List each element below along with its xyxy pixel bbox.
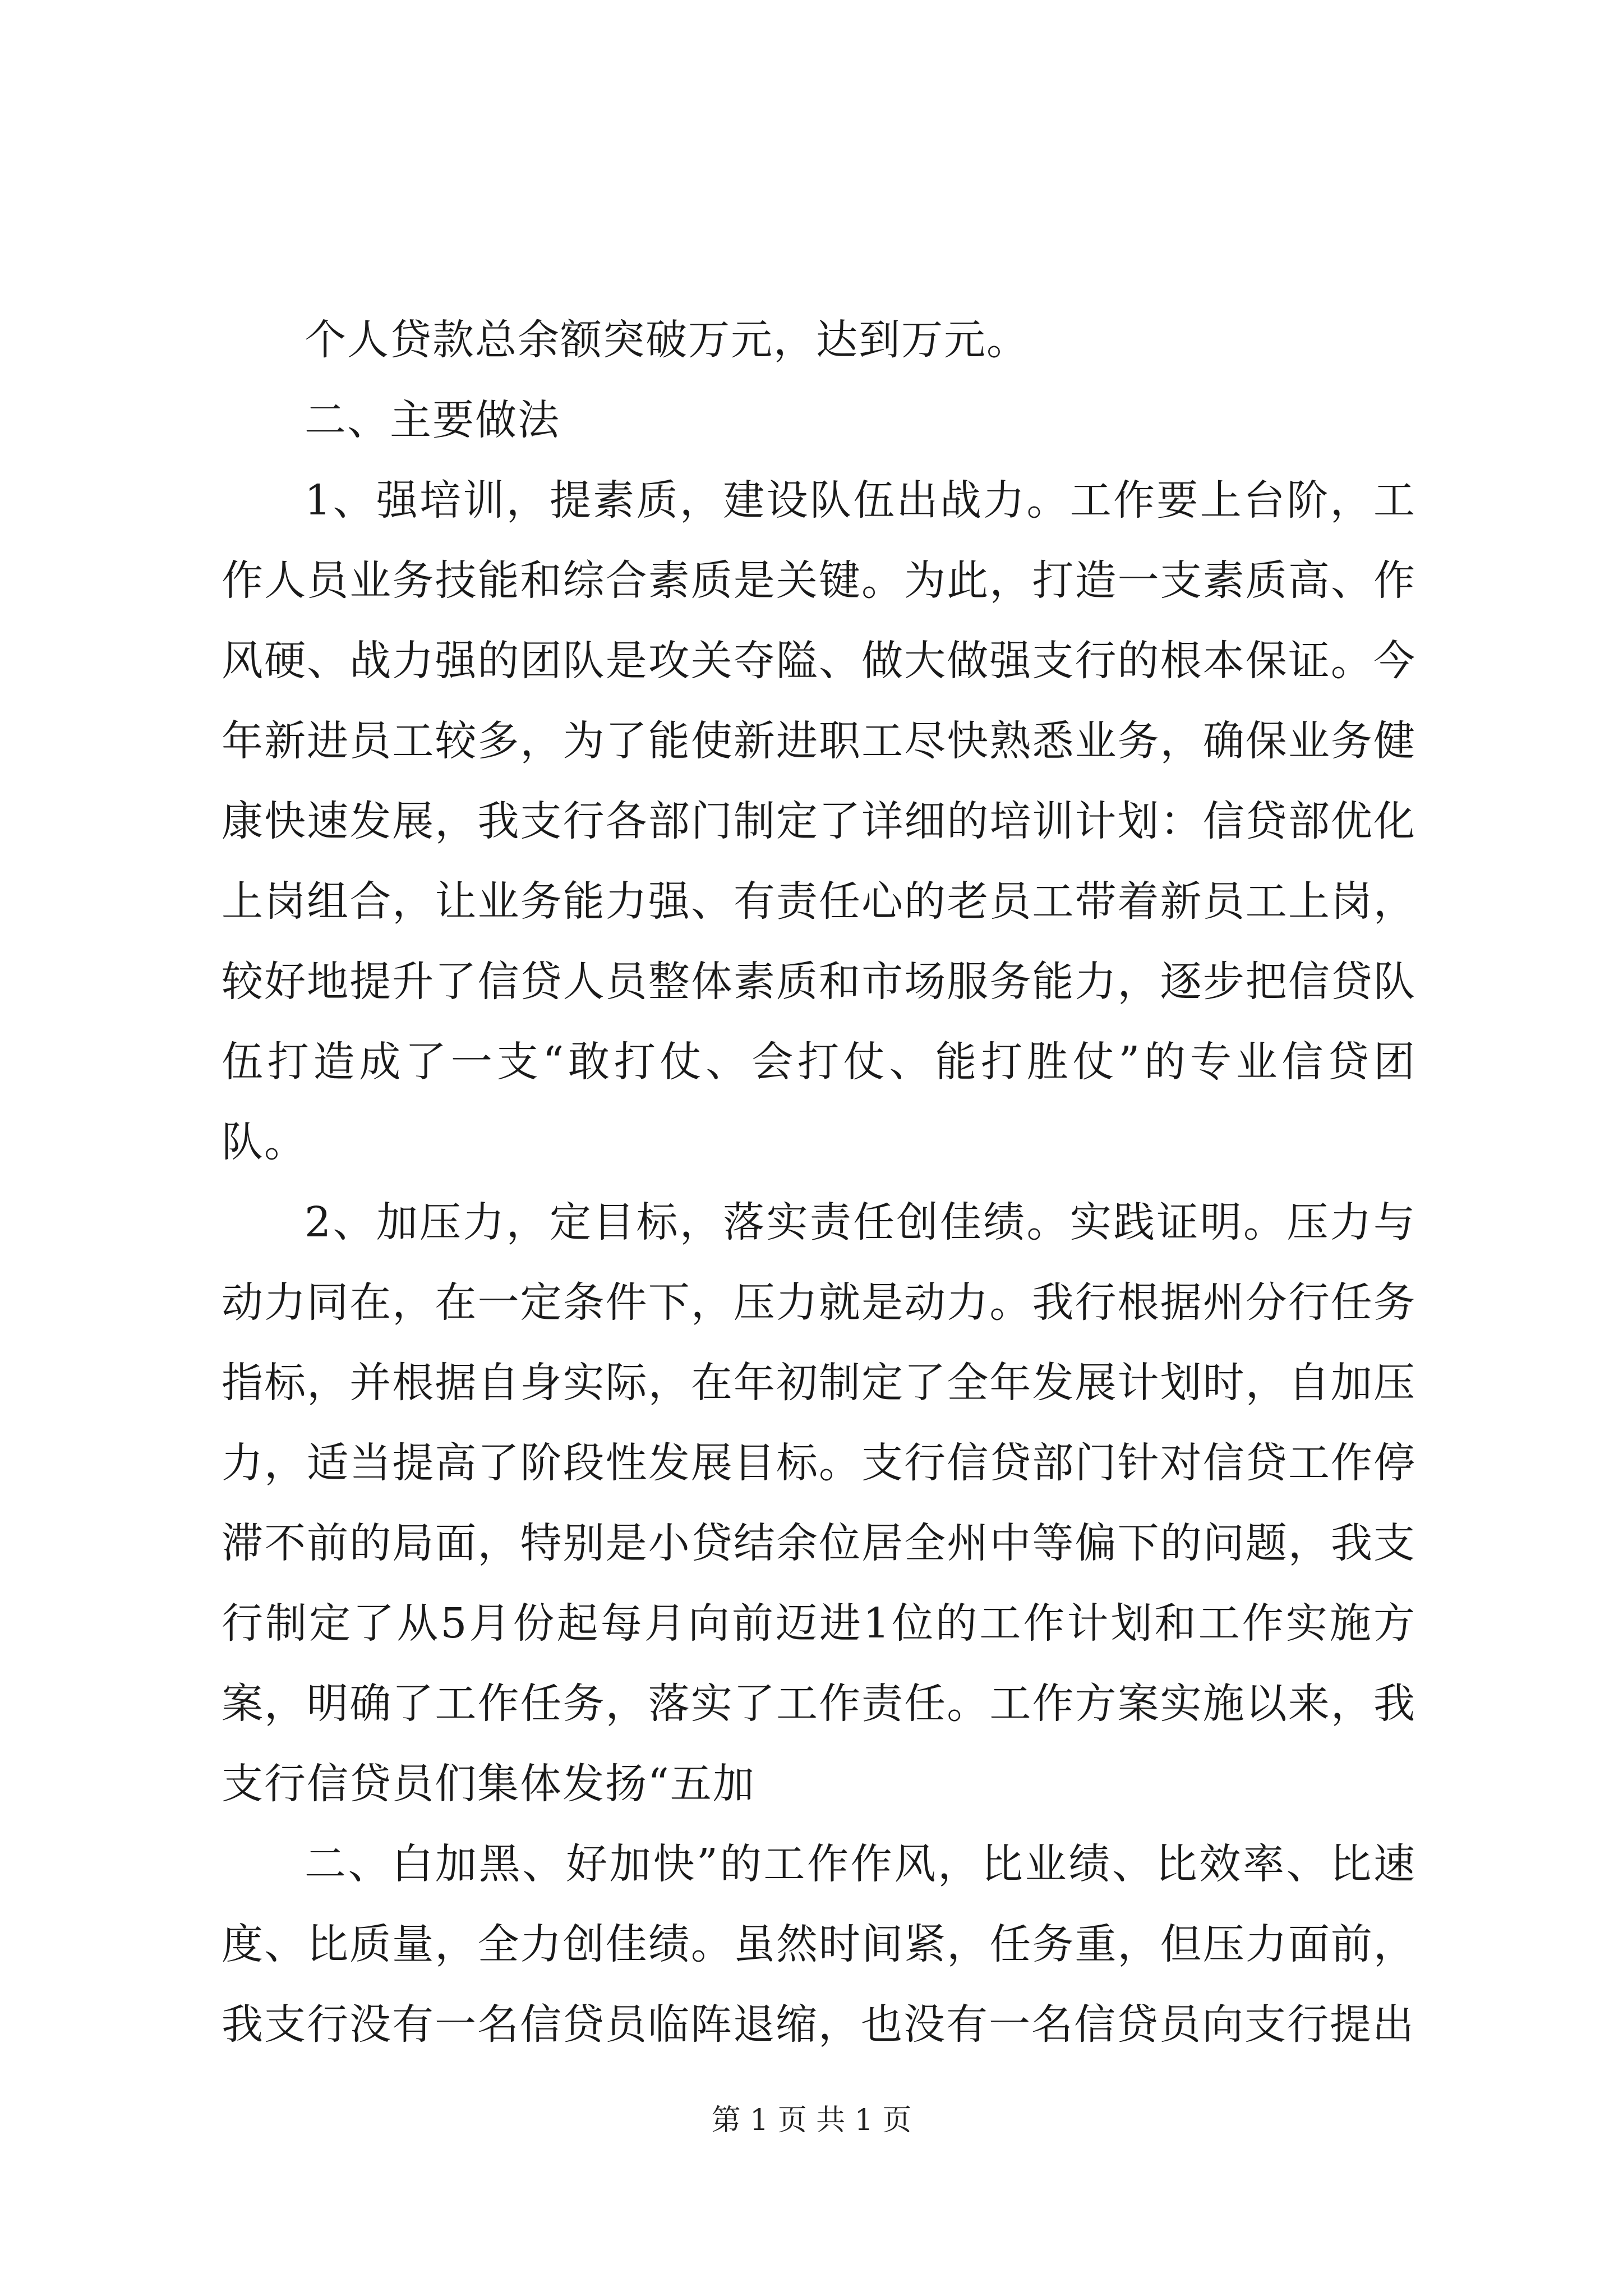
section-heading: 二、主要做法 [305, 396, 560, 444]
document-body [222, 300, 1416, 2065]
page-footer: 第 1 页 共 1 页 [711, 2104, 912, 2137]
paragraph-summary: 个人贷款总余额突破万元，达到万元。 [305, 316, 1029, 364]
paragraph-work-style: 二、白加黑、好加快”的工作作风，比业绩、比效率、比速度、比质量，全力创佳绩。虽然时间紧，任务重，但压力面前，我支行没有一名信贷员临阵退缩，也没有一名信贷员向支行提出 [222, 1840, 1416, 2049]
paragraph-training: 1、强培训，提素质，建设队伍出战力。工作要上台阶，工作人员业务技能和综合素质是关键。为此，打造一支素质高、作风硬、战力强的团队是攻关夺隘、做大做强支行的根本保证。今年新进员工较多，为了能使新进职工尽快熟悉业务，确保业务健康快速发展，我支行各部门制定了详细的培训计划：信贷部优化上岗组合，让业务能力强、有责任心的老员工带着新员工上岗，较好地提升了信贷人员整体素质和市场服务能力，逐步把信贷队伍打造成了一支“敢打仗、会打仗、能打胜仗”的专业信贷团队。 [222, 476, 1416, 1166]
paragraph-pressure: 2、加压力，定目标，落实责任创佳绩。实践证明。压力与动力同在，在一定条件下，压力就是动力。我行根据州分行任务指标，并根据自身实际，在年初制定了全年发展计划时，自加压力，适当提高了阶段性发展目标。支行信贷部门针对信贷工作停滞不前的局面，特别是小贷结余位居全州中等偏下的问题，我支行制定了从5月份起每月向前迈进1位的工作计划和工作实施方案，明确了工作任务，落实了工作责任。工作方案实施以来，我支行信贷员们集体发扬“五加 [222, 1198, 1416, 1808]
